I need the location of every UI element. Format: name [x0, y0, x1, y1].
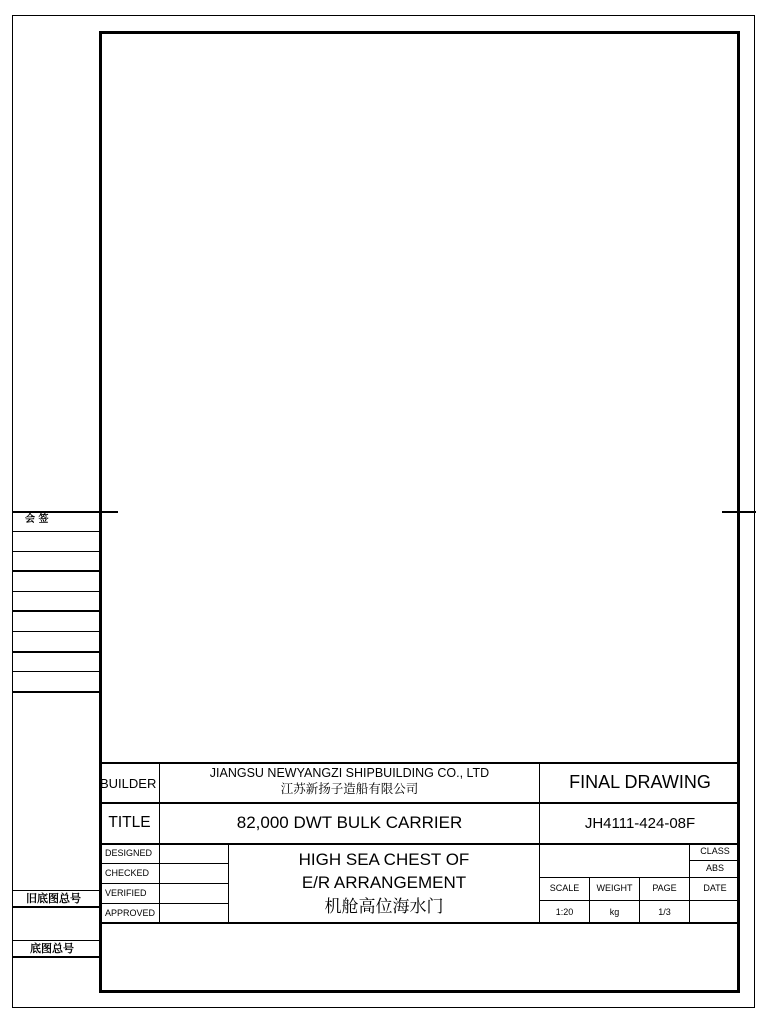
- scale-value: 1:20: [555, 907, 574, 917]
- divider: [100, 802, 740, 804]
- base-drawing-no-label: 底图总号: [30, 942, 74, 955]
- builder-name-en: JIANGSU NEWYANGZI SHIPBUILDING CO., LTD: [209, 766, 490, 780]
- countersign-header: 会 签: [25, 514, 49, 525]
- right-center-tick: [722, 511, 756, 513]
- divider: [12, 551, 100, 552]
- weight-value: kg: [609, 907, 620, 917]
- divider: [100, 903, 228, 904]
- drawing-title-line1: HIGH SEA CHEST OF: [298, 850, 470, 869]
- drawing-border: [99, 31, 740, 993]
- divider: [12, 906, 100, 908]
- divider: [12, 890, 100, 891]
- divider: [12, 591, 100, 592]
- class-label: CLASS: [700, 846, 730, 856]
- checked-label: CHECKED: [105, 868, 150, 878]
- builder-name-cn: 江苏新扬子造船有限公司: [280, 781, 419, 796]
- divider: [100, 922, 740, 924]
- divider: [12, 956, 100, 958]
- verified-label: VERIFIED: [105, 888, 147, 898]
- divider: [100, 843, 740, 845]
- drawing-status: FINAL DRAWING: [569, 772, 711, 792]
- left-center-tick: [12, 511, 118, 513]
- title-block-top-line: [100, 762, 740, 764]
- divider: [12, 531, 100, 532]
- title-label: TITLE: [108, 814, 151, 831]
- designed-label: DESIGNED: [105, 848, 153, 858]
- divider: [12, 691, 100, 693]
- divider: [12, 631, 100, 632]
- drawing-title-line2: E/R ARRANGEMENT: [301, 873, 467, 892]
- divider: [12, 940, 100, 941]
- old-base-drawing-no-label: 旧底图总号: [26, 892, 81, 905]
- class-value: ABS: [705, 863, 724, 873]
- divider: [100, 883, 228, 884]
- project-title: 82,000 DWT BULK CARRIER: [236, 813, 463, 832]
- approved-label: APPROVED: [105, 908, 156, 918]
- drawing-number: JH4111-424-08F: [584, 815, 696, 832]
- divider: [12, 570, 100, 572]
- divider: [12, 651, 100, 653]
- date-label: DATE: [703, 883, 727, 893]
- scale-label: SCALE: [549, 883, 580, 893]
- divider: [12, 610, 100, 612]
- divider: [689, 860, 740, 861]
- weight-label: WEIGHT: [596, 883, 633, 893]
- divider: [100, 863, 228, 864]
- drawing-title-cn: 机舱高位海水门: [324, 897, 444, 917]
- divider: [12, 671, 100, 672]
- page-value: 1/3: [658, 907, 671, 917]
- page-label: PAGE: [652, 883, 677, 893]
- builder-label: BUILDER: [100, 776, 157, 791]
